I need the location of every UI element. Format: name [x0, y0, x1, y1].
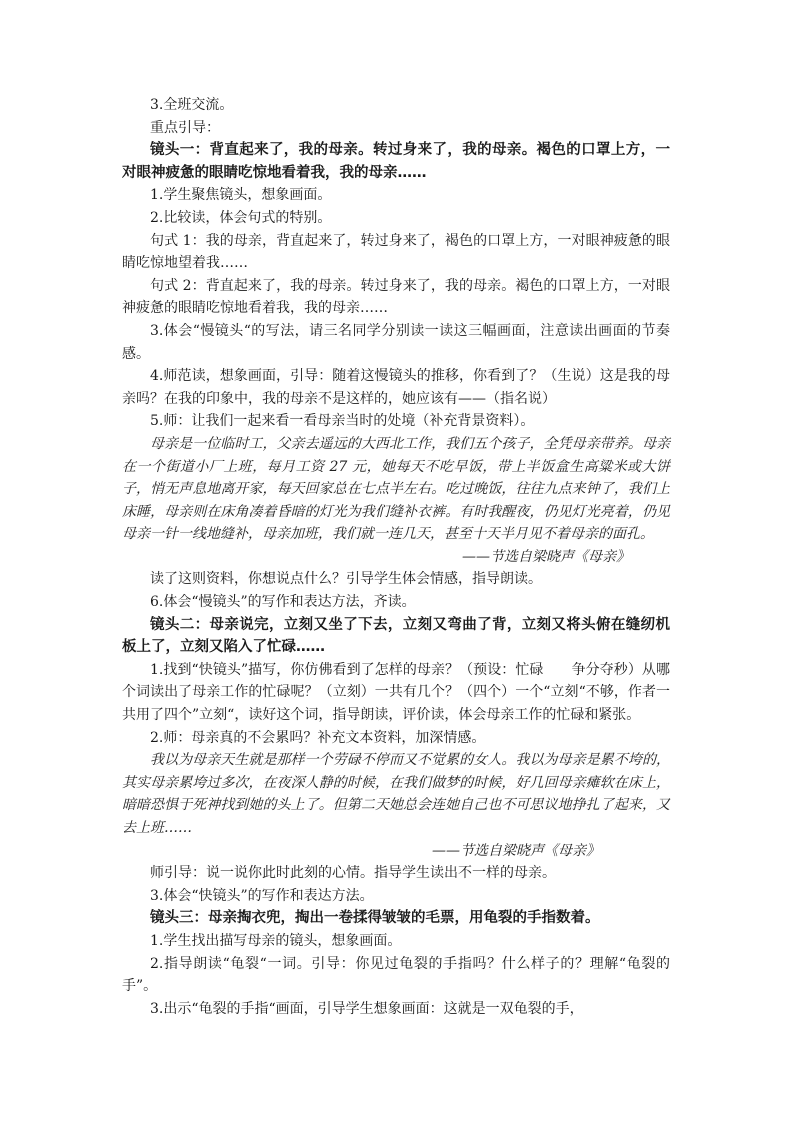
- shot-two-step-3: 3.体会“快镜头”的写作和表达方法。: [150, 887, 374, 904]
- excerpt-1-followup: 读了这则资料，你想说点什么？引导学生体会情感，指导朗读。: [150, 571, 542, 588]
- background-excerpt-1: 母亲是一位临时工，父亲去遥远的大西北工作，我们五个孩子，全凭母亲带养。母亲在一个街道小厂上班，每月工资 27 元，她每天不吃早饭，带上半饭盒生高粱米或大饼子，悄无声息地离开家，每天回家总在七点半左右。吃过晚饭，往往九点来钟了，我们上床睡，母亲则在床角凑着昏暗的灯光为我们缝补衣裤。有时我醒夜，仍见灯光亮着，仍见母亲一针一线地缝补，母亲加班，我们就一连几天，甚至十天半月见不着母亲的面孔。: [122, 435, 670, 543]
- step-3-class-exchange: 3.全班交流。: [150, 97, 234, 113]
- shot-three-step-3: 3.出示“龟裂的手指“画面，引导学生想象画面：这就是一双龟裂的手，: [150, 1000, 584, 1017]
- shot-one-step-3: 3.体会“慢镜头“的写法，请三名同学分别读一读这三幅画面，注意读出画面的节奏感。: [122, 322, 670, 362]
- sentence-pattern-2: 句式 2：背直起来了，我的母亲。转过身来了，我的母亲。褐色的口罩上方，一对眼神疲惫的眼睛吃惊地看着我，我的母亲……: [122, 277, 670, 317]
- document-body: [122, 94, 670, 1020]
- teacher-guidance: 师引导：说一说你此时此刻的心情。指导学生读出不一样的母亲。: [150, 865, 556, 882]
- key-guidance-label: 重点引导：: [150, 119, 220, 136]
- shot-two-heading: 镜头二：母亲说完，立刻又坐了下去，立刻又弯曲了背，立刻又将头俯在缝纫机板上了，立刻又陷入了忙碌……: [122, 616, 670, 656]
- shot-one-step-6: 6.体会“慢镜头”的写作和表达方法，齐读。: [150, 594, 416, 611]
- excerpt-2-source: ——节选自梁晓声《母亲》: [432, 842, 600, 859]
- background-excerpt-2: 我以为母亲天生就是那样一个劳碌不停而又不觉累的女人。我以为母亲是累不垮的，其实母亲累垮过多次，在夜深人静的时候，在我们做梦的时候，好几回母亲瘫软在床上，暗暗恐惧于死神找到她的头上了。但第二天她总会连她自己也不可思议地挣扎了起来，又去上班……: [122, 752, 670, 836]
- shot-one-step-4: 4.师范读，想象画面，引导：随着这慢镜头的推移，你看到了？（生说）这是我的母亲吗？在我的印象中，我的母亲不是这样的，她应该有——（指名说）: [122, 368, 670, 407]
- shot-two-step-1: 1.找到“快镜头”描写，你仿佛看到了怎样的母亲？（预设：忙碌 争分夺秒）从哪个词读出了母亲工作的忙碌呢？（立刻）一共有几个？（四个）一个“立刻“不够，作者一共用了四个”立刻“，读好这个词，指导朗读，评价读，体会母亲工作的忙碌和紧张。: [122, 661, 670, 724]
- excerpt-1-source: ——节选自梁晓声《母亲》: [462, 548, 630, 565]
- shot-one-step-1: 1.学生聚焦镜头，想象画面。: [150, 187, 332, 204]
- shot-one-step-5: 5.师：让我们一起来看一看母亲当时的处境（补充背景资料）。: [150, 413, 535, 430]
- shot-two-step-2: 2.师：母亲真的不会累吗？补充文本资料，加深情感。: [150, 729, 486, 746]
- shot-one-step-2: 2.比较读，体会句式的特别。: [150, 209, 332, 226]
- shot-one-heading: 镜头一：背直起来了，我的母亲。转过身来了，我的母亲。褐色的口罩上方，一对眼神疲惫的眼睛吃惊地看着我，我的母亲……: [122, 142, 670, 181]
- shot-three-heading: 镜头三：母亲掏衣兜，掏出一卷揉得皱皱的毛票，用龟裂的手指数着。: [150, 910, 600, 927]
- shot-three-step-2: 2.指导朗读“龟裂“一词。引导：你见过龟裂的手指吗？什么样子的？理解“龟裂的手”。: [122, 955, 670, 995]
- sentence-pattern-1: 句式 1：我的母亲，背直起来了，转过身来了，褐色的口罩上方，一对眼神疲惫的眼睛吃惊地望着我……: [122, 232, 670, 272]
- shot-three-step-1: 1.学生找出描写母亲的镜头，想象画面。: [150, 932, 402, 949]
